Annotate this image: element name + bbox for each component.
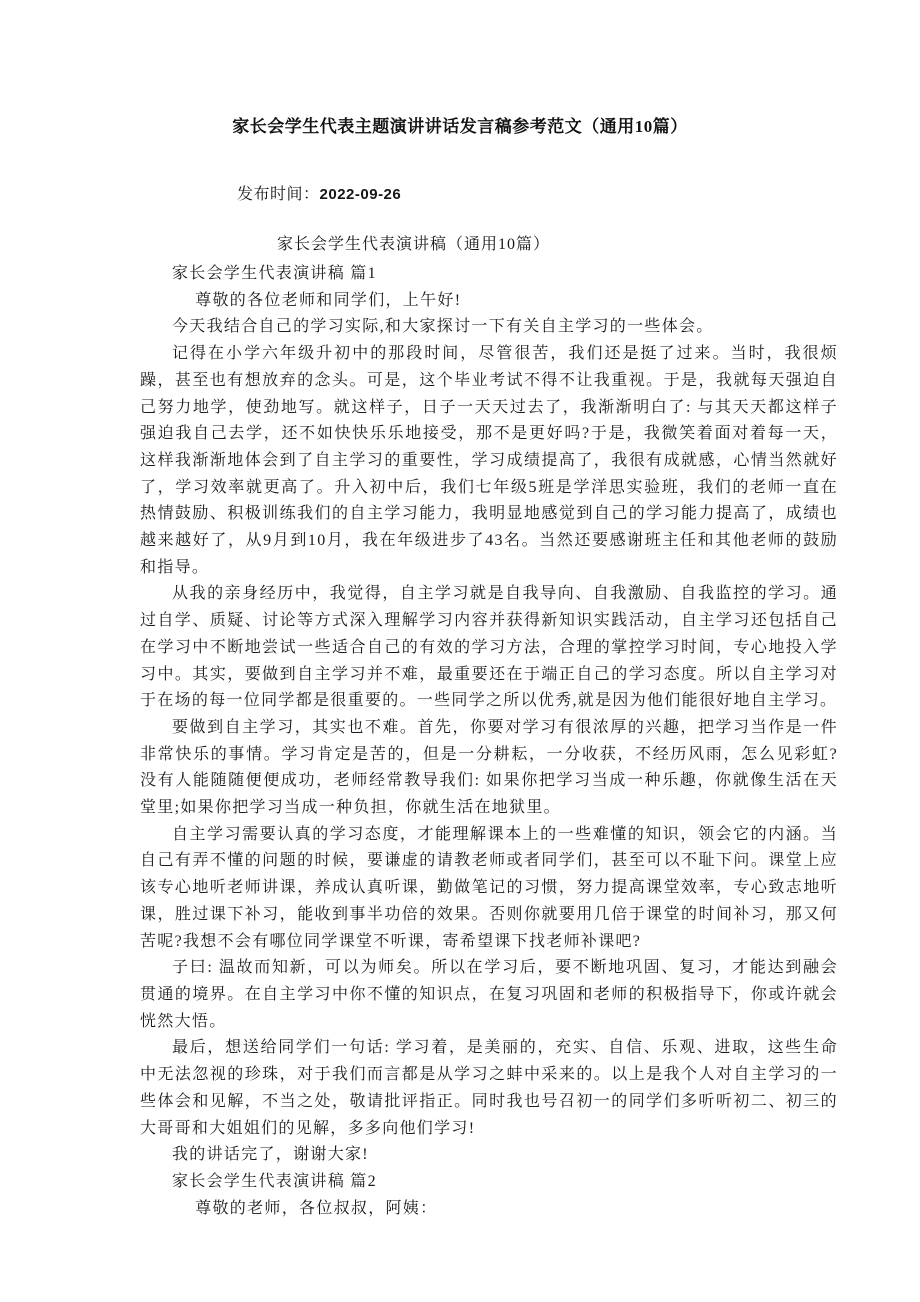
- publish-date-value: 2022-09-26: [319, 186, 402, 203]
- publish-date-line: [0, 181, 920, 204]
- section-heading-part2: 家长会学生代表演讲稿 篇2: [172, 1172, 377, 1190]
- paragraph: 要做到自主学习，其实也不难。首先，你要对学习有很浓厚的兴趣，把学习当作是一件非常快乐的事情。学习肯定是苦的，但是一分耕耘，一分收获，不经历风雨，怎么见彩虹?没有人能随随便便成功，老师经常教导我们: 如果你把学习当成一种乐趣，你就像生活在天堂里;如果你把学习当成一种负担，你就生活在地狱里。: [140, 718, 838, 817]
- publish-date-label: 发布时间：: [237, 186, 320, 203]
- document-subtitle: 家长会学生代表演讲稿（通用10篇）: [277, 236, 551, 253]
- salutation: 尊敬的各位老师和同学们，上午好!: [195, 291, 462, 309]
- paragraph: 自主学习需要认真的学习态度，才能理解课本上的一些难懂的知识，领会它的内涵。当自己有弄不懂的问题的时候，要谦虚的请教老师或者同学们，甚至可以不耻下问。课堂上应该专心地听老师讲课，养成认真听课，勤做笔记的习惯，努力提高课堂效率，专心致志地听课，胜过课下补习，能收到事半功倍的效果。否则你就要用几倍于课堂的时间补习，那又何苦呢?我想不会有哪位同学课堂不听课，寄希望课下找老师补课吧?: [140, 825, 838, 950]
- salutation: 尊敬的老师，各位叔叔，阿姨：: [195, 1199, 438, 1217]
- paragraph: 最后，想送给同学们一句话: 学习着，是美丽的，充实、自信、乐观、进取，这些生命中无法忽视的珍珠，对于我们而言都是从学习之蚌中采来的。以上是我个人对自主学习的一些体会和见解，不当之处，敬请批评指正。同时我也号召初一的同学们多听听初二、初三的大哥哥和大姐姐们的见解，多多向他们学习!: [140, 1039, 838, 1137]
- paragraph: 记得在小学六年级升初中的那段时间，尽管很苦，我们还是挺了过来。当时，我很烦躁，甚至也有想放弃的念头。可是，这个毕业考试不得不让我重视。于是，我就每天强迫自己努力地学，使劲地写。就这样子，日子一天天过去了，我渐渐明白了: 与其天天都这样子强迫我自己去学，还不如快快乐乐地接受，那不是更好吗?于是，我微笑着面对着每一天，这样我渐渐地体会到了自主学习的重要性，学习成绩提高了，我很有成就感，心情当然就好了，学习效率就更高了。升入初中后，我们七年级5班是学洋思实验班，我们的老师一直在热情鼓励、积极训练我们的自主学习能力，我明显地感觉到自己的学习能力提高了，成绩也越来越好了，从9月到10月，我在年级进步了43名。当然还要感谢班主任和其他老师的鼓励和指导。: [140, 345, 838, 576]
- paragraph: 从我的亲身经历中，我觉得，自主学习就是自我导向、自我激励、自我监控的学习。通过自学、质疑、讨论等方式深入理解学习内容并获得新知识实践活动，自主学习还包括自己在学习中不断地尝试一些适合自己的有效的学习方法，合理的掌控学习时间，专心地投入学习中。其实，要做到自主学习并不难，最重要还在于端正自己的学习态度。所以自主学习对于在场的每一位同学都是很重要的。一些同学之所以优秀,就是因为他们能很好地自主学习。: [140, 585, 838, 710]
- paragraph: 我的讲话完了，谢谢大家!: [172, 1146, 369, 1164]
- document-title: 家长会学生代表主题演讲讲话发言稿参考范文（通用10篇）: [232, 117, 688, 136]
- paragraph: 今天我结合自己的学习实际,和大家探讨一下有关自主学习的一些体会。: [172, 318, 714, 336]
- section-heading-part1: 家长会学生代表演讲稿 篇1: [172, 265, 377, 282]
- paragraph: 子曰: 温故而知新，可以为师矣。所以在学习后，要不断地巩固、复习，才能达到融会贯通的境界。在自主学习中你不懂的知识点，在复习巩固和老师的积极指导下，你或许就会恍然大悟。: [140, 959, 838, 1030]
- document-body: [140, 261, 838, 1222]
